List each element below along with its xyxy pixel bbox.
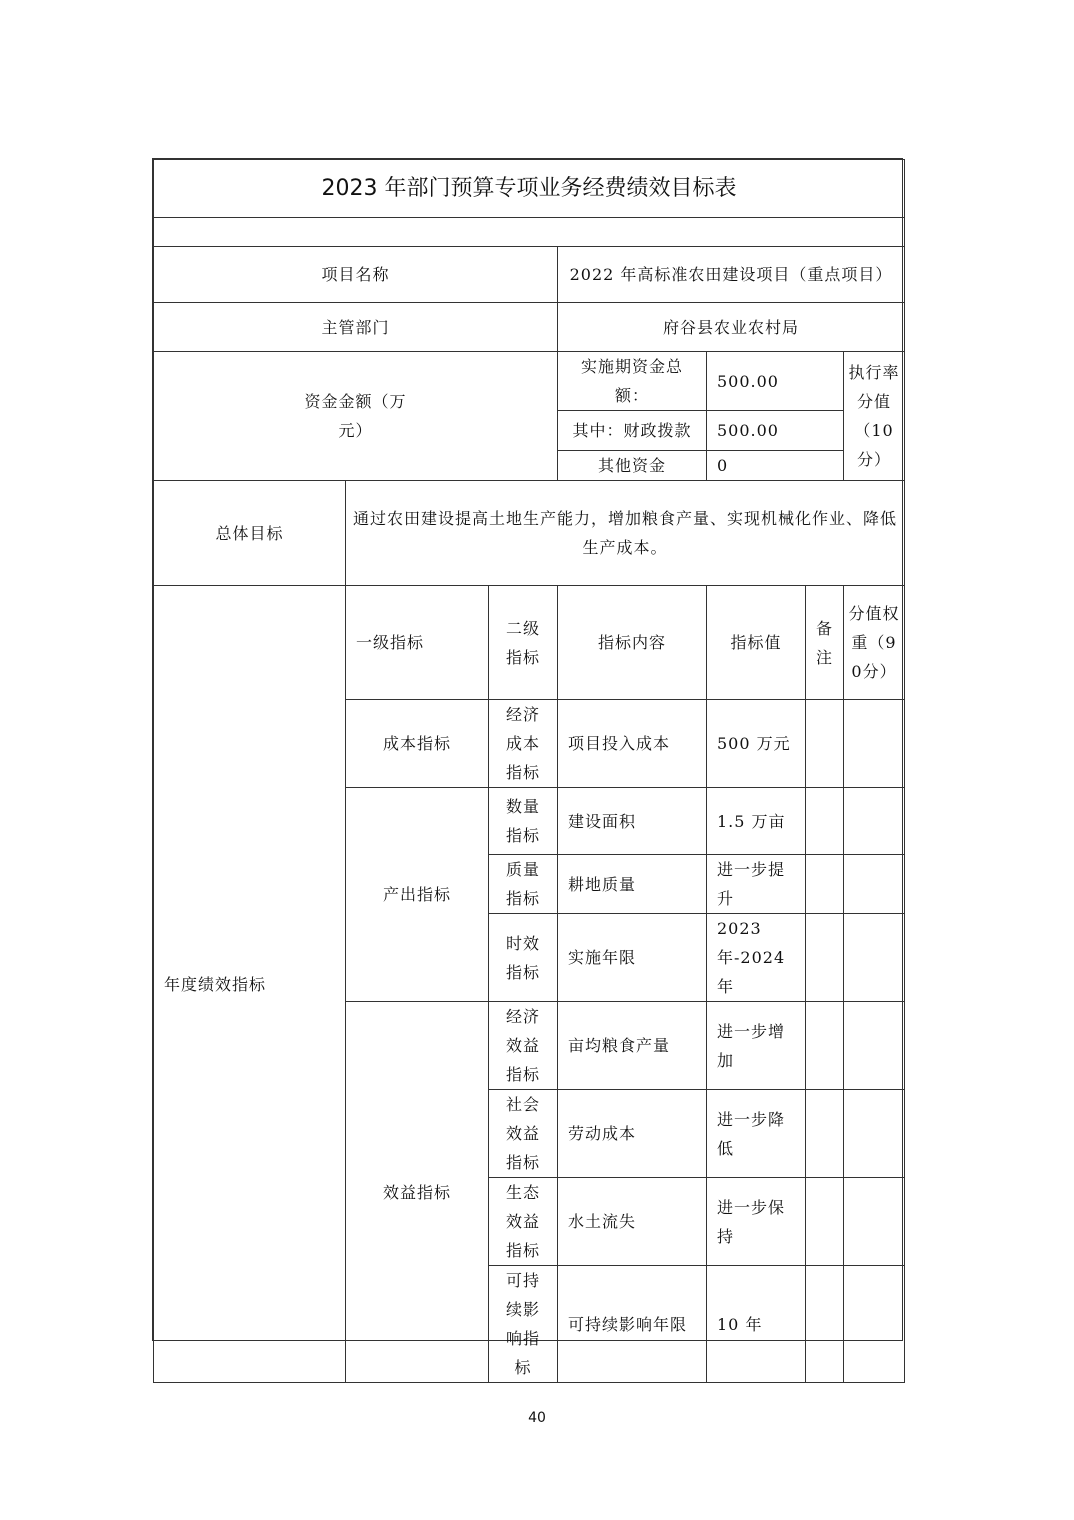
weight-cell xyxy=(844,1266,905,1383)
header-level2: 二级指标 xyxy=(489,586,558,700)
level2-cell: 可持续影响指标 xyxy=(489,1266,558,1383)
weight-cell xyxy=(844,1090,905,1178)
remark-cell xyxy=(806,1002,844,1090)
header-value: 指标值 xyxy=(707,586,806,700)
level2-cell: 质量指标 xyxy=(489,855,558,914)
dept-label: 主管部门 xyxy=(154,303,558,352)
performance-target-table xyxy=(152,158,903,1377)
weight-cell xyxy=(844,1178,905,1266)
level2-cell: 经济成本指标 xyxy=(489,700,558,788)
other-funds-value: 0 xyxy=(707,451,844,481)
benefit-indicator-label: 效益指标 xyxy=(346,1002,489,1383)
level2-cell: 时效指标 xyxy=(489,914,558,1002)
value-cell: 进一步降低 xyxy=(707,1090,806,1178)
value-cell: 进一步增加 xyxy=(707,1002,806,1090)
remark-cell xyxy=(806,855,844,914)
level2-cell: 生态效益指标 xyxy=(489,1178,558,1266)
weight-cell xyxy=(844,914,905,1002)
funds-label: 资金金额（万元） xyxy=(154,352,558,481)
weight-cell xyxy=(844,855,905,914)
content-cell: 劳动成本 xyxy=(558,1090,707,1178)
fiscal-funds-label: 其中：财政拨款 xyxy=(558,411,707,451)
page-number: 40 xyxy=(528,1410,546,1426)
project-name-value: 2022 年高标准农田建设项目（重点项目） xyxy=(558,247,905,303)
remark-cell xyxy=(806,700,844,788)
goal-label: 总体目标 xyxy=(154,481,346,586)
remark-cell xyxy=(806,914,844,1002)
value-cell: 2023 年-2024 年 xyxy=(707,914,806,1002)
remark-cell xyxy=(806,1266,844,1383)
level2-cell: 经济效益指标 xyxy=(489,1002,558,1090)
total-funds-label: 实施期资金总额： xyxy=(558,352,707,411)
remark-cell xyxy=(806,1178,844,1266)
output-indicator-label: 产出指标 xyxy=(346,788,489,1002)
header-content: 指标内容 xyxy=(558,586,707,700)
header-level1: 一级指标 xyxy=(346,586,489,700)
project-name-label: 项目名称 xyxy=(154,247,558,303)
content-cell: 可持续影响年限 xyxy=(558,1266,707,1383)
content-cell: 水土流失 xyxy=(558,1178,707,1266)
weight-cell xyxy=(844,788,905,855)
blank-row xyxy=(154,218,905,247)
content-cell: 项目投入成本 xyxy=(558,700,707,788)
content-cell: 实施年限 xyxy=(558,914,707,1002)
value-cell: 500 万元 xyxy=(707,700,806,788)
content-cell: 耕地质量 xyxy=(558,855,707,914)
annual-indicators-label: 年度绩效指标 xyxy=(154,586,346,1383)
level2-cell: 数量指标 xyxy=(489,788,558,855)
other-funds-label: 其他资金 xyxy=(558,451,707,481)
fiscal-funds-value: 500.00 xyxy=(707,411,844,451)
header-remark: 备注 xyxy=(806,586,844,700)
level2-cell: 社会效益指标 xyxy=(489,1090,558,1178)
cost-indicator-label: 成本指标 xyxy=(346,700,489,788)
value-cell: 进一步保持 xyxy=(707,1178,806,1266)
weight-cell xyxy=(844,1002,905,1090)
dept-value: 府谷县农业农村局 xyxy=(558,303,905,352)
header-weight: 分值权重（90分） xyxy=(844,586,905,700)
weight-cell xyxy=(844,700,905,788)
exec-rate-label: 执行率分值（10分） xyxy=(844,352,905,481)
remark-cell xyxy=(806,1090,844,1178)
total-funds-value: 500.00 xyxy=(707,352,844,411)
table-title: 2023 年部门预算专项业务经费绩效目标表 xyxy=(154,160,905,218)
content-cell: 亩均粮食产量 xyxy=(558,1002,707,1090)
goal-text: 通过农田建设提高土地生产能力，增加粮食产量、实现机械化作业、降低生产成本。 xyxy=(346,481,905,586)
content-cell: 建设面积 xyxy=(558,788,707,855)
remark-cell xyxy=(806,788,844,855)
value-cell: 进一步提升 xyxy=(707,855,806,914)
value-cell: 10 年 xyxy=(707,1266,806,1383)
value-cell: 1.5 万亩 xyxy=(707,788,806,855)
